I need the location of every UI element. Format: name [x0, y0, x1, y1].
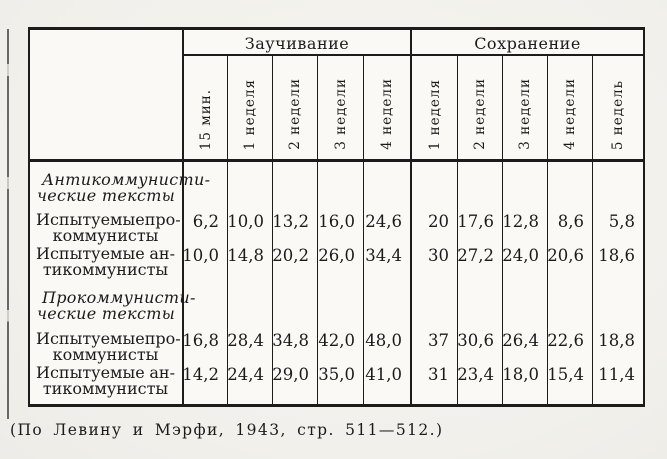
- column-header-week3-retention: [502, 56, 547, 162]
- table-cell: 5,8: [592, 210, 643, 244]
- table-cell: 14,8: [227, 244, 272, 278]
- table-cell: 24,0: [502, 244, 547, 278]
- column-group-header-learning: Заучивание: [182, 30, 410, 56]
- source-citation: (По Левину и Мэрфи, 1943, стр. 511—512.): [10, 421, 444, 439]
- row-label-word: Испытуемые: [36, 244, 145, 263]
- table-cell: 28,4: [227, 323, 272, 357]
- table-cell: 42,0: [317, 323, 363, 357]
- row-label-word: ан-: [149, 244, 175, 263]
- column-header-label: 3 недели: [517, 78, 533, 150]
- section-header-line1: Прокоммунисти-: [42, 288, 196, 307]
- column-group-header-retention: Сохранение: [410, 30, 643, 56]
- row-label-word: ан-: [149, 363, 175, 382]
- empty-cell: [317, 278, 363, 323]
- column-header-label: 4 недели: [379, 78, 395, 150]
- empty-cell: [457, 278, 502, 323]
- empty-cell: [363, 162, 410, 210]
- table-cell: 29,0: [272, 357, 317, 404]
- column-header-week2-learning: [272, 56, 317, 162]
- empty-cell: [182, 278, 227, 323]
- section-header-line2: ческие тексты: [36, 304, 176, 323]
- row-label-word: Испытуемые: [36, 329, 145, 348]
- column-header-week1-learning: [227, 56, 272, 162]
- table-cell: 23,4: [457, 357, 502, 404]
- table-cell: 34,4: [363, 244, 410, 278]
- table-cell: 17,6: [457, 210, 502, 244]
- empty-cell: [410, 162, 457, 210]
- corner-cell: [30, 30, 182, 162]
- row-label-line2: тикоммунисты: [42, 378, 169, 398]
- table-cell: 35,0: [317, 357, 363, 404]
- column-header-week3-learning: [317, 56, 363, 162]
- empty-cell: [592, 162, 643, 210]
- row-label-word: Испытуемые: [36, 210, 145, 229]
- table-cell: 26,0: [317, 244, 363, 278]
- row-label-line2: коммунисты: [52, 225, 159, 245]
- section-header-line2: ческие тексты: [36, 186, 176, 205]
- column-header-label: 2 недели: [472, 78, 488, 150]
- row-label-word: про-: [144, 210, 181, 229]
- table-cell: 18,6: [592, 244, 643, 278]
- table-cell: 13,2: [272, 210, 317, 244]
- row-label-line2: тикоммунисты: [42, 259, 169, 279]
- row-label-procommunist-subjects: [30, 323, 182, 364]
- table-cell: 10,0: [182, 244, 227, 278]
- column-header-label: 15 мин.: [197, 88, 214, 150]
- empty-cell: [317, 162, 363, 210]
- column-header-label: 3 недели: [332, 78, 349, 150]
- empty-cell: [227, 278, 272, 323]
- column-header-week5-retention: [592, 56, 643, 162]
- row-label-line2: коммунисты: [52, 344, 159, 364]
- table-cell: 37: [410, 323, 457, 357]
- column-header-week4-retention: [547, 56, 592, 162]
- table-cell: 31: [410, 357, 457, 404]
- row-label-anticommunist-subjects: [30, 357, 182, 404]
- empty-cell: [457, 162, 502, 210]
- row-label-procommunist-subjects: [30, 210, 182, 244]
- table-cell: 20: [410, 210, 457, 244]
- column-header-label: 5 недель: [610, 79, 626, 150]
- table-cell: 6,2: [182, 210, 227, 244]
- empty-cell: [410, 278, 457, 323]
- scan-gutter-line: [7, 29, 9, 419]
- table-cell: 30: [410, 244, 457, 278]
- column-header-label: 1 неделя: [426, 78, 443, 150]
- column-header-15min: [182, 56, 227, 162]
- section-header-procommunist-texts: [30, 278, 196, 323]
- table-cell: 26,4: [502, 323, 547, 357]
- table-cell: 8,6: [547, 210, 592, 244]
- column-header-week2-retention: [457, 56, 502, 162]
- table-cell: 16,8: [182, 323, 227, 357]
- section-header-line1: Антикоммунисти-: [42, 170, 211, 189]
- section-header-anticommunist-texts: [30, 162, 211, 210]
- table-cell: 27,2: [457, 244, 502, 278]
- row-label-word: Испытуемые: [36, 363, 145, 382]
- empty-cell: [182, 162, 227, 210]
- column-header-label: 1 неделя: [242, 78, 258, 150]
- empty-cell: [592, 278, 643, 323]
- table-cell: 11,4: [592, 357, 643, 404]
- table-cell: 15,4: [547, 357, 592, 404]
- row-label-word: про-: [144, 329, 181, 348]
- empty-cell: [272, 278, 317, 323]
- column-header-label: 2 недели: [287, 78, 303, 150]
- column-header-week1-retention: [410, 56, 457, 162]
- table-cell: 16,0: [317, 210, 363, 244]
- data-table: [28, 27, 645, 407]
- table-cell: 14,2: [182, 357, 227, 404]
- table-cell: 12,8: [502, 210, 547, 244]
- empty-cell: [502, 162, 547, 210]
- table-cell: 22,6: [547, 323, 592, 357]
- table-cell: 20,2: [272, 244, 317, 278]
- empty-cell: [547, 278, 592, 323]
- table-cell: 34,8: [272, 323, 317, 357]
- empty-cell: [363, 278, 410, 323]
- column-header-label: 4 недели: [562, 78, 578, 150]
- column-header-week4-learning: [363, 56, 410, 162]
- row-label-anticommunist-subjects: [30, 244, 182, 278]
- table-cell: 41,0: [363, 357, 410, 404]
- table-cell: 48,0: [363, 323, 410, 357]
- table-cell: 24,4: [227, 357, 272, 404]
- table-cell: 30,6: [457, 323, 502, 357]
- empty-cell: [502, 278, 547, 323]
- table-cell: 18,0: [502, 357, 547, 404]
- table-cell: 24,6: [363, 210, 410, 244]
- table-cell: 10,0: [227, 210, 272, 244]
- table-cell: 18,8: [592, 323, 643, 357]
- empty-cell: [547, 162, 592, 210]
- table-cell: 20,6: [547, 244, 592, 278]
- empty-cell: [227, 162, 272, 210]
- empty-cell: [272, 162, 317, 210]
